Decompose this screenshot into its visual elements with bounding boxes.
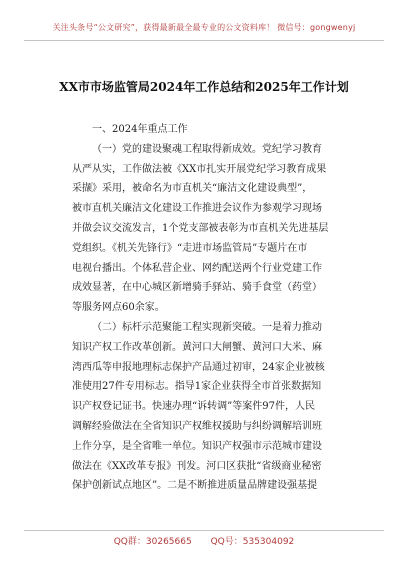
paragraph-line: 从严从实，工作做法被《XX市扎实开展党纪学习教育成果 [72, 163, 327, 175]
section-heading: 一、2024年重点工作 [92, 124, 188, 135]
paragraph-line: 成效显著，在中心城区新增骑手驿站、骑手食堂（药堂） [72, 282, 322, 294]
paragraph-line: 等服务网点60余家。 [72, 302, 165, 314]
document-title: XX市市场监管局2024年工作总结和2025年工作计划 [59, 80, 349, 94]
paragraph-line: （一）党的建设聚魂工程取得新成效。党纪学习教育 [92, 143, 322, 155]
footer-qq-number: QQ号：535304092 [210, 537, 295, 547]
paragraph-line: 识产权登记证书。快速办理“诉转调”等案件97件，人民 [72, 401, 315, 413]
paragraph-line: 湾西瓜等申报地理标志保护产品通过初审，24家企业被核 [72, 361, 325, 373]
paragraph-line: 采撷》采用，被命名为市直机关“廉洁文化建设典型”， [72, 183, 313, 195]
paragraph-line: 调解经验做法在全省知识产权维权援助与纠纷调解培训班 [72, 420, 322, 432]
paragraph-line: 知识产权工作改革创新。黄河口大闸蟹、黄河口大米、麻 [72, 341, 322, 353]
paragraph-line: 保护创新试点地区”。二是不断推进质量品牌建设强基提 [72, 480, 318, 492]
footer-contact [0, 534, 408, 547]
footer-qq-group: QQ群：30265665 [113, 537, 192, 547]
paragraph-line: （二）标杆示范聚能工程实现新突破。一是着力推动 [92, 321, 322, 333]
header-divider [24, 40, 384, 41]
paragraph-line: 被市直机关廉洁文化建设工作推进会议作为参观学习现场 [72, 203, 322, 215]
header-promo-note: 关注头条号“公文研究”，获得最新最全最专业的公文资料库！ 微信号：gongwenyj [52, 23, 356, 32]
footer-divider [24, 530, 384, 531]
paragraph-line: 电视台播出。个体私营企业、网约配送两个行业党建工作 [72, 262, 322, 274]
paragraph-line: 党组织。《机关先锋行》“走进市场监管局”专题片在市 [72, 242, 308, 254]
paragraph-line: 并做会议交流发言，1个党支部被表彰为市直机关先进基层 [72, 222, 329, 234]
paragraph-line: 做法在《XX改革专报》刊发。河口区获批“省级商业秘密 [72, 460, 322, 472]
document-body [72, 120, 352, 496]
paragraph-line: 上作分享，是全省唯一单位。知识产权强市示范城市建设 [72, 440, 322, 452]
paragraph-line: 准使用27件专用标志。指导1家企业获得全市首张数据知 [72, 381, 322, 393]
